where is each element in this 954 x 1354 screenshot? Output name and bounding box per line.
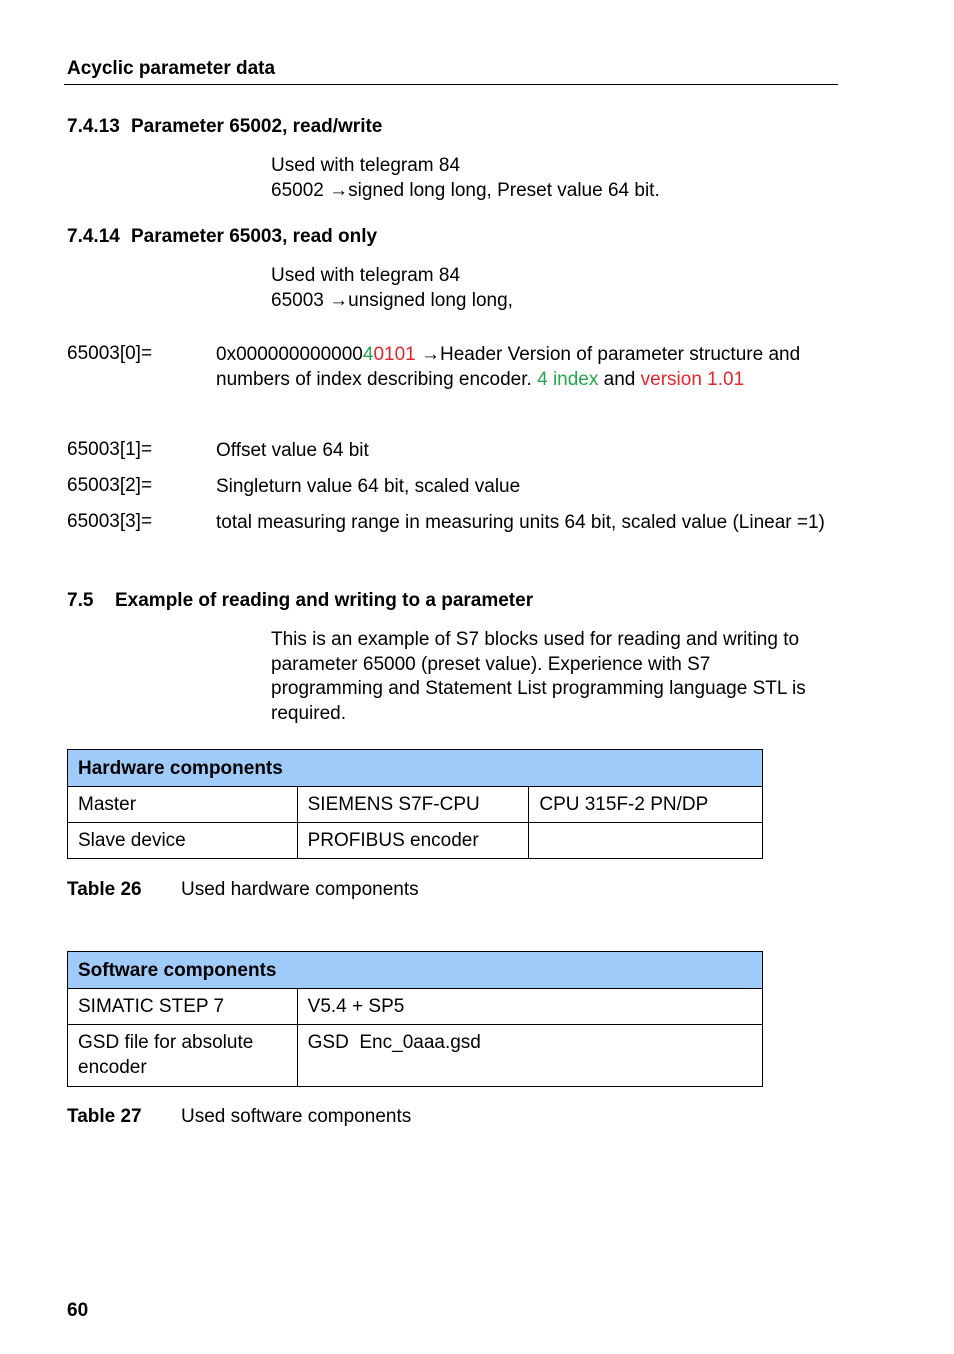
table-cell: PROFIBUS encoder [297,823,529,859]
section-title: Example of reading and writing to a parameter [115,590,534,611]
table-row [68,823,763,859]
telegram-line: Used with telegram 84 [271,155,461,176]
table-row [68,989,763,1025]
type-line: 65003 →unsigned long long, [271,289,513,311]
header-rule [64,84,838,85]
section-7-5-paragraph: This is an example of S7 blocks used for reading and writing to parameter 65000 (preset value). Experience with S7 programming and Statement List programming language STL is required. [271,629,806,724]
section-number: 7.5 [67,590,94,611]
page-number: 60 [67,1300,89,1321]
param-value-2: Singleturn value 64 bit, scaled value [216,476,521,497]
hardware-components-table [67,749,763,859]
table-header: Software components [68,952,763,989]
param-label-0: 65003[0]= [67,343,153,364]
table-cell: GSD file for absolute encoder [68,1025,298,1087]
telegram-line: Used with telegram 84 [271,265,461,286]
table-row [68,787,763,823]
section-7-5-heading [67,590,533,612]
section-7-4-14-heading [67,226,377,248]
software-components-table [67,951,763,1087]
section-number: 7.4.13 [67,116,120,137]
type-line: 65002 →signed long long, Preset value 64 bit. [271,179,660,201]
param-value-1: Offset value 64 bit [216,440,369,461]
caption-number: Table 27 [67,1106,142,1127]
caption-text: Used software components [181,1106,412,1127]
table-cell: CPU 315F-2 PN/DP [529,787,763,823]
table-cell: V5.4 + SP5 [297,989,762,1025]
table-cell: SIMATIC STEP 7 [68,989,298,1025]
param-value-0: 0x00000000000040101 →Header Version of parameter structure and numbers of index describing encoder. 4 index and version 1.01 [216,344,801,390]
table-cell: Slave device [68,823,298,859]
caption-text: Used hardware components [181,879,419,900]
section-7-4-13-body [271,154,660,203]
table-header: Hardware components [68,750,763,787]
section-7-4-14-body [271,264,513,313]
table-cell: SIEMENS S7F-CPU [297,787,529,823]
table-cell: GSD Enc_0aaa.gsd [297,1025,762,1087]
param-value-3: total measuring range in measuring units 64 bit, scaled value (Linear =1) [216,512,825,533]
table-cell [529,823,763,859]
param-label-2: 65003[2]= [67,475,153,496]
table-cell: Master [68,787,298,823]
running-header: Acyclic parameter data [67,58,276,79]
arrow-icon: → [329,179,349,201]
section-title: Parameter 65002, read/write [131,116,383,137]
section-7-4-13-heading [67,116,382,138]
arrow-icon: → [415,344,441,365]
section-number: 7.4.14 [67,226,120,247]
section-title: Parameter 65003, read only [131,226,378,247]
table-row [68,1025,763,1087]
table-27-caption [67,1106,411,1128]
param-label-3: 65003[3]= [67,511,153,532]
table-26-caption [67,879,419,901]
caption-number: Table 26 [67,879,142,900]
arrow-icon: → [329,289,349,311]
param-label-1: 65003[1]= [67,439,153,460]
